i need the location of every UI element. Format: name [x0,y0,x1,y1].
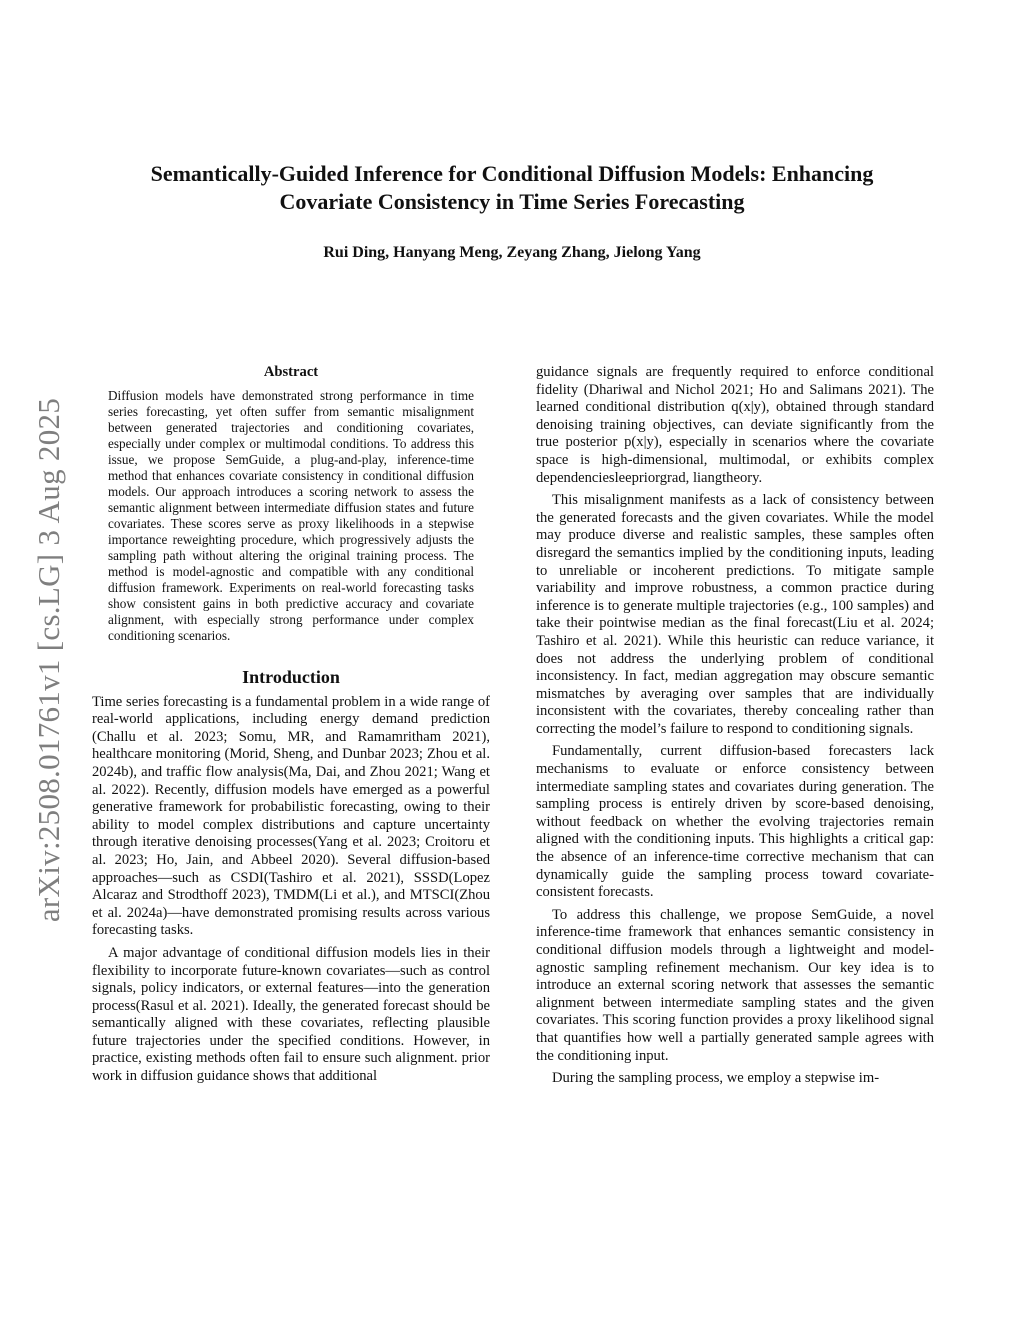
intro-paragraph-2-continued: guidance signals are frequently required to enforce conditional fidelity (Dhariwal and Nichol 2021; Ho and Salimans 2021). The learned conditional distribution q(x|y), obtained through standard denoising training objectives, can deviate significantly from the true posterior p(x|y), especially in scenarios where the covariate space is high-dimensional, multimodal, or exhibits complex dependenciesleepriorgrad, liangtheory. [536,364,934,486]
intro-paragraph-3: This misalignment manifests as a lack of consistency between the generated forecasts and the given covariates. While the model may produce diverse and realistic samples, these samples often disregard the semantics implied by the conditioning inputs, leading to unreliable or incoherent predictions. To mitigate sample variability and improve robustness, a common practice during inference is to generate multiple trajectories (e.g., 100 samples) and take their pointwise median as the final forecast(Liu et al. 2024; Tashiro et al. 2021). While this heuristic can reduce variance, it does not address the underlying problem of conditional inconsistency. In fact, median aggregation may obscure semantic mismatches by averaging over samples that are individually inconsistent with the covariates, thereby concealing rather than correcting the model’s failure to respond to conditioning signals. [536,492,934,737]
abstract-heading: Abstract [263,364,319,380]
paper-title-line-1: Semantically-Guided Inference for Conditional Diffusion Models: Enhancing [150,161,874,186]
paper-title [92,160,932,216]
abstract-body: Diffusion models have demonstrated strong performance in time series forecasting, yet often suffer from semantic misalignment between generated trajectories and conditioning covariates, especially under complex or multimodal conditions. To address this issue, we propose SemGuide, a plug-and-play, inference-time method that enhances covariate consistency in conditional diffusion models. Our approach introduces a scoring network to assess the semantic alignment between intermediate diffusion states and future covariates. These scores serve as proxy likelihoods in a stepwise importance reweighting procedure, which progressively adjusts the sampling path without altering the original training process. The method is model-agnostic and compatible with any conditional diffusion framework. Experiments on real-world forecasting tasks show consistent gains in both predictive accuracy and covariate alignment, with especially strong performance under complex conditioning scenarios. [108,387,474,643]
arxiv-id-text: arXiv:2508.01761v1 [cs.LG] 3 Aug 2025 [31,397,67,923]
paper-authors: Rui Ding, Hanyang Meng, Zeyang Zhang, Jielong Yang [323,244,701,261]
intro-paragraph-6: During the sampling process, we employ a stepwise im- [552,1070,880,1087]
intro-paragraph-1: Time series forecasting is a fundamental problem in a wide range of real-world applications, including energy demand prediction (Challu et al. 2023; Somu, MR, and Ramamritham 2021), healthcare monitoring (Morid, Sheng, and Dunbar 2023; Zhou et al. 2024b), and traffic flow analysis(Ma, Dai, and Zhou 2021; Wang et al. 2022). Recently, diffusion models have emerged as a powerful generative framework for probabilistic forecasting, owing to their ability to model complex distributions and capture uncertainty through iterative denoising processes(Yang et al. 2023; Croitoru et al. 2023; Ho, Jain, and Abbeel 2020). Several diffusion-based approaches—such as CSDI(Tashiro et al. 2021), SSSD(Lopez Alcaraz and Strodthoff 2023), TMDM(Li et al.), and MTSCI(Zhou et al. 2024a)—have demonstrated promising results across various forecasting tasks. [92,693,490,939]
arxiv-stamp [14,360,84,960]
intro-paragraph-2: A major advantage of conditional diffusion models lies in their flexibility to incorporate future-known covariates—such as control signals, policy indicators, or external features—into the generation process(Rasul et al. 2021). Ideally, the generated forecast should be semantically aligned with these covariates, reflecting plausible future trajectories under the specified conditions. However, in practice, existing methods often fail to ensure such alignment. prior work in diffusion guidance shows that additional [92,944,490,1085]
left-column [92,364,490,1086]
paper-title-line-2: Covariate Consistency in Time Series Forecasting [279,189,745,214]
right-column [536,364,934,1088]
intro-paragraph-4: Fundamentally, current diffusion-based forecasters lack mechanisms to evaluate or enforce consistency between intermediate sampling states and covariates during generation. The sampling process is entirely driven by score-based denoising, without feedback on whether the evolving trajectories remain aligned with the conditioning inputs. This highlights a critical gap: the absence of an inference-time corrective mechanism that can dynamically guide the sampling process toward covariate-consistent forecasts. [536,743,934,901]
introduction-heading: Introduction [242,666,340,687]
intro-paragraph-5: To address this challenge, we propose SemGuide, a novel inference-time framework that enhances semantic consistency in conditional diffusion models through a lightweight and model-agnostic sampling refinement mechanism. Our key idea is to introduce an external scoring network that assesses the semantic alignment between intermediate sampling states and the given covariates. This scoring function provides a proxy likelihood signal that quantifies how well a partially generated sample agrees with the conditioning input. [536,906,934,1064]
